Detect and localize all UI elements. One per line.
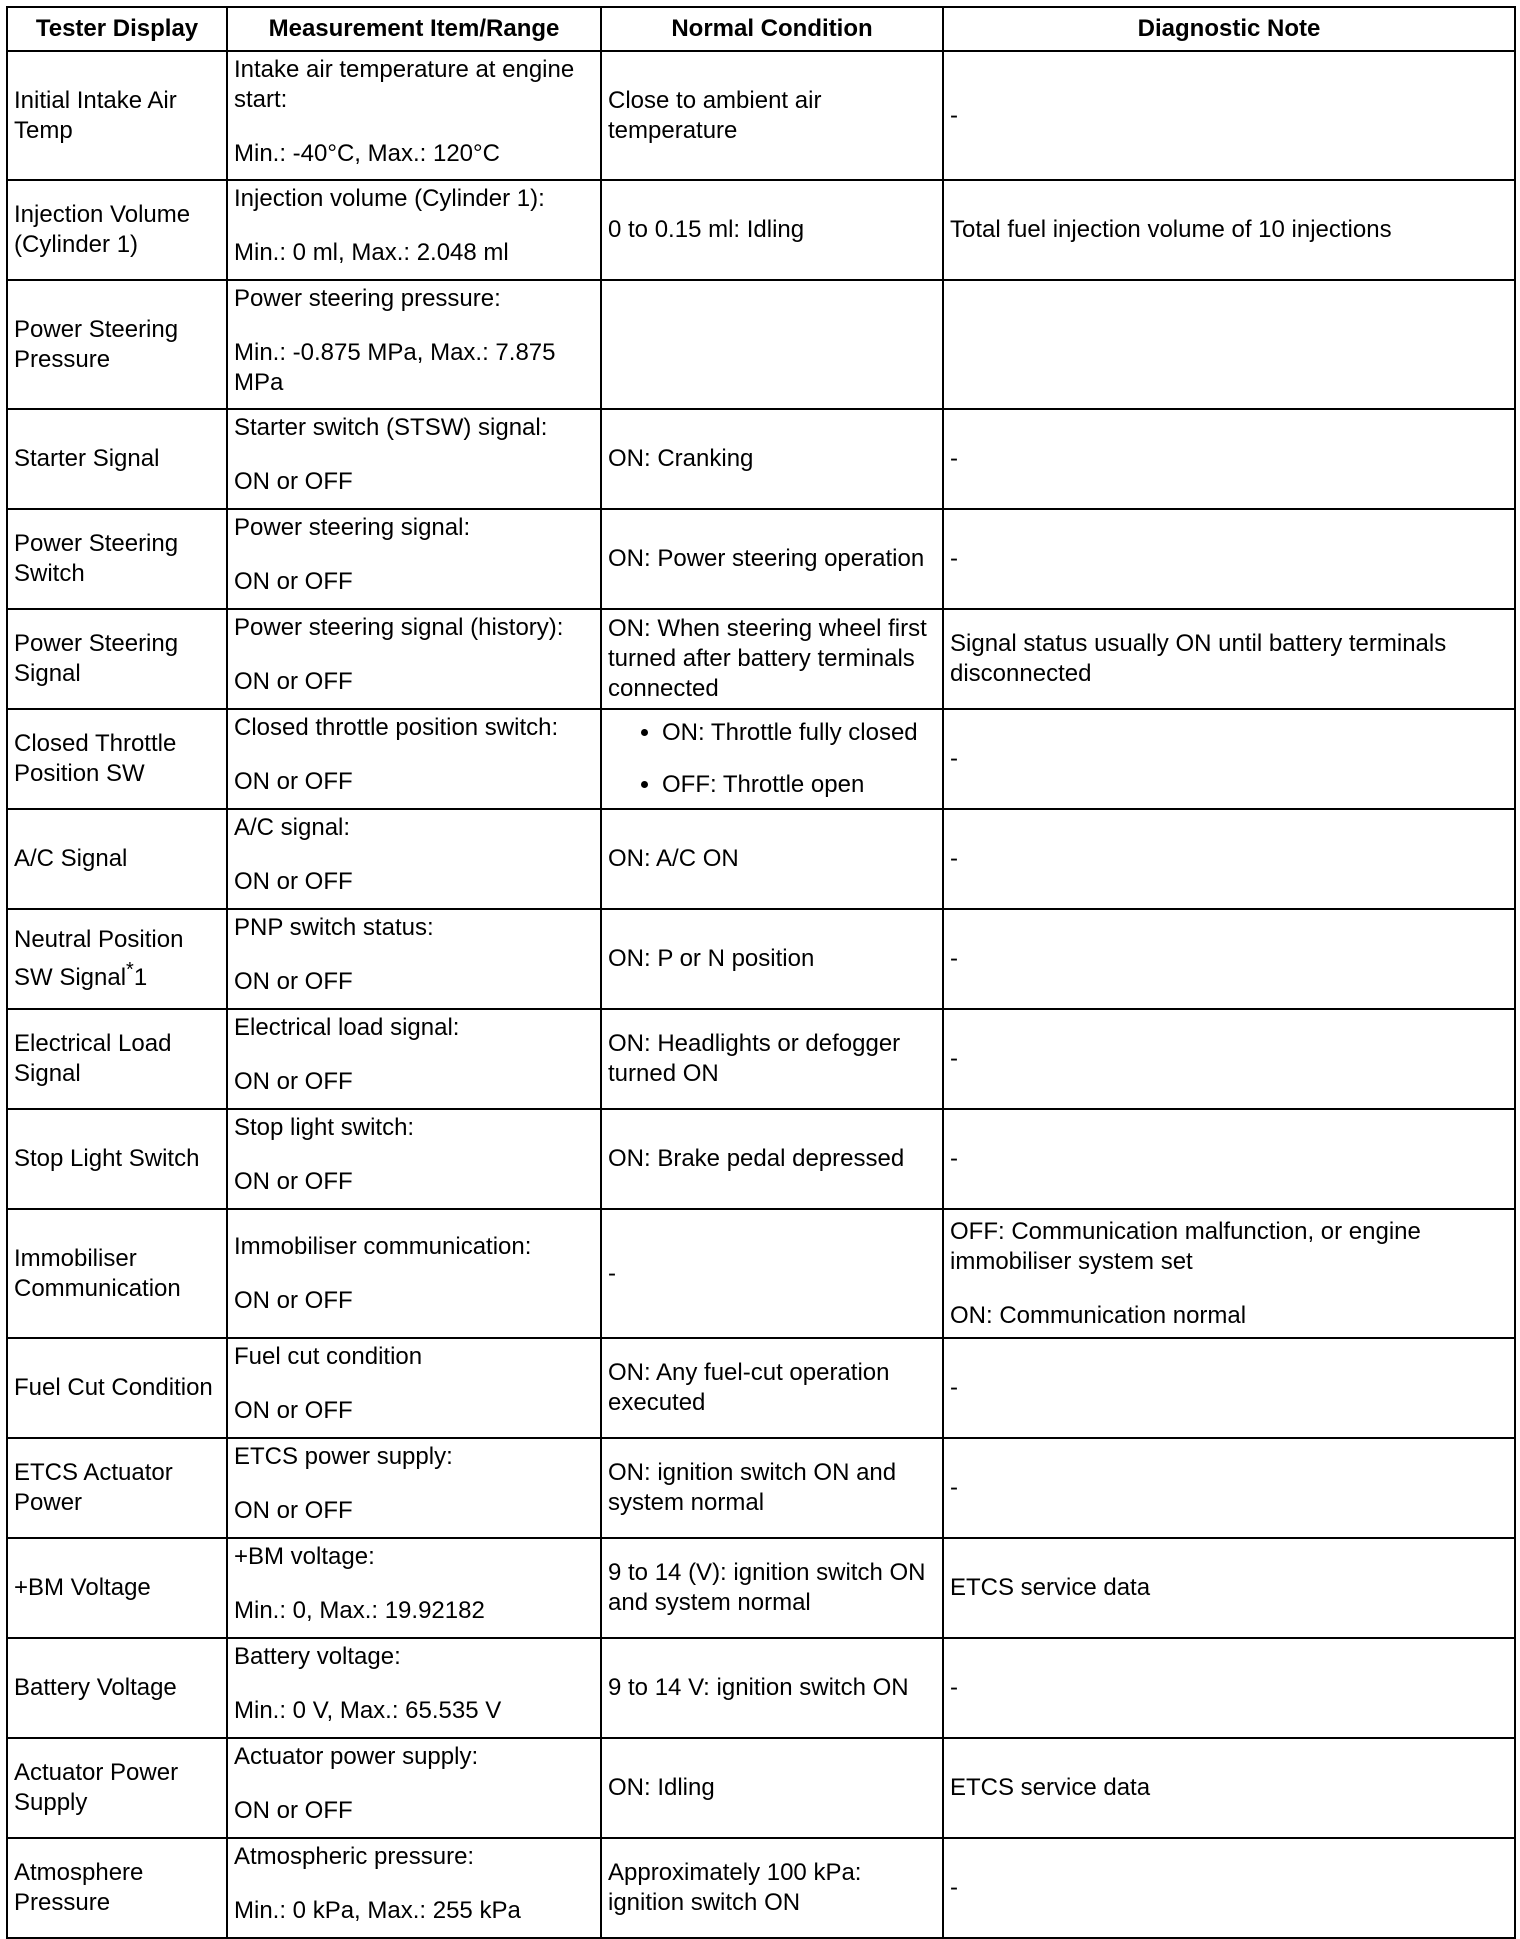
normal-condition-text: ON: ignition switch ON and system normal <box>608 1459 897 1516</box>
diagnostic-note-cell <box>943 1838 1515 1938</box>
tester-display-cell <box>7 709 227 809</box>
normal-condition-cell <box>601 409 943 509</box>
tester-display-text: Power Steering Switch <box>14 530 179 587</box>
tester-display-text: Fuel Cut Condition <box>14 1374 213 1401</box>
normal-condition-cell <box>601 1009 943 1109</box>
tester-display-cell <box>7 909 227 1009</box>
table-row <box>7 709 1515 809</box>
normal-condition-text: Approximately 100 kPa: ignition switch ON <box>608 1859 862 1916</box>
diagnostic-note-text: - <box>950 101 958 129</box>
normal-condition-cell <box>601 909 943 1009</box>
tester-display-cell <box>7 1109 227 1209</box>
tester-display-text: Actuator Power Supply <box>14 1759 179 1816</box>
header-diagnostic-note: Diagnostic Note <box>943 7 1515 51</box>
normal-condition-bullet-list <box>608 718 936 800</box>
measurement-item: PNP switch status: <box>234 914 434 941</box>
diagnostic-note-text: - <box>950 1374 958 1401</box>
tester-display-cell <box>7 280 227 409</box>
measurement-item: Power steering pressure: <box>234 285 501 312</box>
tester-display-cell <box>7 1438 227 1538</box>
diagnostic-note-cell <box>943 409 1515 509</box>
header-measurement-item-range: Measurement Item/Range <box>227 7 601 51</box>
table-body <box>7 51 1515 1938</box>
measurement-cell <box>227 409 601 509</box>
diagnostic-note-text: Total fuel injection volume of 10 injections <box>950 216 1392 243</box>
measurement-cell <box>227 709 601 809</box>
measurement-range: ON or OFF <box>234 868 353 895</box>
tester-display-cell <box>7 180 227 280</box>
measurement-cell <box>227 1438 601 1538</box>
table-row <box>7 1009 1515 1109</box>
measurement-range: Min.: 0, Max.: 19.92182 <box>234 1597 485 1624</box>
normal-condition-text: ON: A/C ON <box>608 845 739 872</box>
tester-display-cell <box>7 51 227 180</box>
measurement-item: Electrical load signal: <box>234 1014 460 1041</box>
measurement-item: +BM voltage: <box>234 1543 375 1570</box>
diagnostic-note-text: - <box>950 845 958 872</box>
measurement-range: ON or OFF <box>234 1497 353 1524</box>
measurement-item: A/C signal: <box>234 814 351 841</box>
normal-condition-bullet: • OFF: Throttle open <box>662 770 936 800</box>
service-data-table <box>6 6 1516 1939</box>
diagnostic-note-cell <box>943 1538 1515 1638</box>
diagnostic-note-cell <box>943 1209 1515 1338</box>
diagnostic-note-text: - <box>950 945 958 972</box>
tester-display-text: +BM Voltage <box>14 1574 151 1601</box>
measurement-range: Min.: 0 ml, Max.: 2.048 ml <box>234 239 509 266</box>
tester-display-text: Closed Throttle Position SW <box>14 730 177 787</box>
tester-display-text: Stop Light Switch <box>14 1145 200 1172</box>
diagnostic-note-cell <box>943 1109 1515 1209</box>
normal-condition-text: ON: Headlights or defogger turned ON <box>608 1030 901 1087</box>
tester-display-text: Neutral Position SW Signal <box>14 926 184 991</box>
normal-condition-cell <box>601 509 943 609</box>
measurement-range: ON or OFF <box>234 968 353 995</box>
table-row <box>7 609 1515 709</box>
diagnostic-note-text: ETCS service data <box>950 1774 1151 1801</box>
measurement-cell <box>227 280 601 409</box>
normal-condition-cell <box>601 51 943 180</box>
tester-display-cell <box>7 1738 227 1838</box>
table-row <box>7 51 1515 180</box>
diagnostic-note-text: OFF: Communication malfunction, or engine immobiliser system set <box>950 1217 1421 1275</box>
table-row <box>7 1538 1515 1638</box>
diagnostic-note-text: - <box>950 1874 958 1901</box>
measurement-item: Injection volume (Cylinder 1): <box>234 185 545 212</box>
tester-display-cell <box>7 509 227 609</box>
header-row <box>7 7 1515 51</box>
diagnostic-note-cell <box>943 180 1515 280</box>
table-row <box>7 409 1515 509</box>
diagnostic-note-text: - <box>950 545 958 572</box>
normal-condition-text: ON: Brake pedal depressed <box>608 1145 905 1172</box>
normal-condition-cell <box>601 1638 943 1738</box>
footnote-number: 1 <box>133 964 148 991</box>
normal-condition-cell <box>601 1109 943 1209</box>
tester-display-text: Electrical Load Signal <box>14 1030 172 1087</box>
measurement-item: ETCS power supply: <box>234 1443 453 1470</box>
tester-display-text: Power Steering Pressure <box>14 315 179 373</box>
measurement-item: Power steering signal: <box>234 514 471 541</box>
normal-condition-cell <box>601 180 943 280</box>
normal-condition-cell <box>601 1438 943 1538</box>
normal-condition-text: ON: Any fuel-cut operation executed <box>608 1359 890 1416</box>
tester-display-cell <box>7 1638 227 1738</box>
measurement-item: Intake air temperature at engine start: <box>234 56 575 113</box>
measurement-cell <box>227 809 601 909</box>
table-row <box>7 280 1515 409</box>
tester-display-cell <box>7 1838 227 1938</box>
table-row <box>7 1738 1515 1838</box>
table-row <box>7 909 1515 1009</box>
diagnostic-note-cell <box>943 809 1515 909</box>
normal-condition-cell <box>601 709 943 809</box>
diagnostic-note-cell <box>943 909 1515 1009</box>
measurement-item: Closed throttle position switch: <box>234 714 559 741</box>
measurement-item: Fuel cut condition <box>234 1343 423 1370</box>
tester-display-text: A/C Signal <box>14 845 128 872</box>
table-row <box>7 180 1515 280</box>
tester-display-text: Injection Volume (Cylinder 1) <box>14 201 191 258</box>
measurement-cell <box>227 1538 601 1638</box>
tester-display-cell <box>7 1009 227 1109</box>
measurement-range: ON or OFF <box>234 1397 353 1424</box>
measurement-range: ON or OFF <box>234 1286 353 1314</box>
measurement-range: ON or OFF <box>234 1068 353 1095</box>
measurement-cell <box>227 1338 601 1438</box>
tester-display-cell <box>7 809 227 909</box>
measurement-range: ON or OFF <box>234 668 353 695</box>
diagnostic-note-cell <box>943 1738 1515 1838</box>
table-row <box>7 1338 1515 1438</box>
measurement-item: Actuator power supply: <box>234 1743 479 1770</box>
tester-display-text: Atmosphere Pressure <box>14 1859 144 1916</box>
service-data-table-sheet <box>6 6 1514 1939</box>
tester-display-text: Initial Intake Air Temp <box>14 86 177 144</box>
measurement-item: Power steering signal (history): <box>234 614 564 641</box>
diagnostic-note-cell <box>943 509 1515 609</box>
normal-condition-cell <box>601 809 943 909</box>
normal-condition-bullet: • ON: Throttle fully closed <box>662 718 936 748</box>
tester-display-text: Starter Signal <box>14 445 160 472</box>
normal-condition-text: 0 to 0.15 ml: Idling <box>608 216 805 243</box>
measurement-cell <box>227 1109 601 1209</box>
measurement-cell <box>227 1638 601 1738</box>
table-row <box>7 1209 1515 1338</box>
normal-condition-text: ON: Power steering operation <box>608 545 925 572</box>
normal-condition-text: ON: When steering wheel first turned after battery terminals connected <box>608 615 927 702</box>
footnote-marker: * <box>126 959 134 981</box>
header-normal-condition: Normal Condition <box>601 7 943 51</box>
measurement-item: Battery voltage: <box>234 1643 401 1670</box>
measurement-cell <box>227 609 601 709</box>
measurement-item: Stop light switch: <box>234 1114 415 1141</box>
diagnostic-note-cell <box>943 1638 1515 1738</box>
diagnostic-note-cell <box>943 1338 1515 1438</box>
tester-display-text: ETCS Actuator Power <box>14 1459 173 1516</box>
normal-condition-text: 9 to 14 (V): ignition switch ON and system normal <box>608 1559 926 1616</box>
measurement-range: ON or OFF <box>234 1797 353 1824</box>
normal-condition-cell <box>601 1338 943 1438</box>
normal-condition-text: ON: Cranking <box>608 445 754 472</box>
measurement-range: ON or OFF <box>234 1168 353 1195</box>
tester-display-cell <box>7 1338 227 1438</box>
diagnostic-note-text: Signal status usually ON until battery terminals disconnected <box>950 630 1447 687</box>
measurement-cell <box>227 1009 601 1109</box>
diagnostic-note-cell <box>943 280 1515 409</box>
measurement-range: Min.: -0.875 MPa, Max.: 7.875 MPa <box>234 339 556 396</box>
normal-condition-text: ON: Idling <box>608 1774 715 1801</box>
normal-condition-text: 9 to 14 V: ignition switch ON <box>608 1674 909 1701</box>
tester-display-cell <box>7 1538 227 1638</box>
diagnostic-note-text: - <box>950 1474 958 1501</box>
table-row <box>7 1109 1515 1209</box>
normal-condition-text: ON: P or N position <box>608 945 815 972</box>
measurement-cell <box>227 180 601 280</box>
measurement-item: Atmospheric pressure: <box>234 1843 475 1870</box>
tester-display-cell <box>7 1209 227 1338</box>
table-row <box>7 509 1515 609</box>
measurement-range: ON or OFF <box>234 568 353 595</box>
tester-display-text: Immobiliser Communication <box>14 1244 181 1302</box>
measurement-cell <box>227 1838 601 1938</box>
diagnostic-note-text: - <box>950 1145 958 1172</box>
table-row <box>7 1438 1515 1538</box>
tester-display-text: Power Steering Signal <box>14 630 179 687</box>
table-row <box>7 1838 1515 1938</box>
diagnostic-note-cell <box>943 1009 1515 1109</box>
normal-condition-cell <box>601 1209 943 1338</box>
normal-condition-cell <box>601 280 943 409</box>
normal-condition-cell <box>601 1738 943 1838</box>
normal-condition-cell <box>601 1538 943 1638</box>
tester-display-text: Battery Voltage <box>14 1674 177 1701</box>
normal-condition-text: Close to ambient air temperature <box>608 86 822 144</box>
measurement-range: Min.: -40°C, Max.: 120°C <box>234 140 500 167</box>
tester-display-cell <box>7 609 227 709</box>
diagnostic-note-cell <box>943 609 1515 709</box>
measurement-cell <box>227 1738 601 1838</box>
diagnostic-note-cell <box>943 51 1515 180</box>
table-row <box>7 1638 1515 1738</box>
measurement-range: Min.: 0 V, Max.: 65.535 V <box>234 1697 502 1724</box>
diagnostic-note-text: - <box>950 1674 958 1701</box>
measurement-range: ON or OFF <box>234 468 353 495</box>
diagnostic-note-text: - <box>950 1045 958 1072</box>
measurement-cell <box>227 509 601 609</box>
table-header <box>7 7 1515 51</box>
tester-display-cell <box>7 409 227 509</box>
measurement-cell <box>227 1209 601 1338</box>
diagnostic-note-cell <box>943 1438 1515 1538</box>
normal-condition-cell <box>601 1838 943 1938</box>
table-row <box>7 809 1515 909</box>
measurement-range: Min.: 0 kPa, Max.: 255 kPa <box>234 1897 521 1924</box>
normal-condition-text: - <box>608 1259 616 1287</box>
diagnostic-note-cell <box>943 709 1515 809</box>
measurement-item: Starter switch (STSW) signal: <box>234 414 548 441</box>
diagnostic-note-text: ETCS service data <box>950 1574 1151 1601</box>
measurement-cell <box>227 909 601 1009</box>
header-tester-display: Tester Display <box>7 7 227 51</box>
measurement-range: ON or OFF <box>234 768 353 795</box>
normal-condition-cell <box>601 609 943 709</box>
diagnostic-note-text-2: ON: Communication normal <box>950 1301 1247 1329</box>
diagnostic-note-text: - <box>950 445 958 472</box>
measurement-cell <box>227 51 601 180</box>
diagnostic-note-text: - <box>950 745 958 772</box>
measurement-item: Immobiliser communication: <box>234 1232 532 1260</box>
